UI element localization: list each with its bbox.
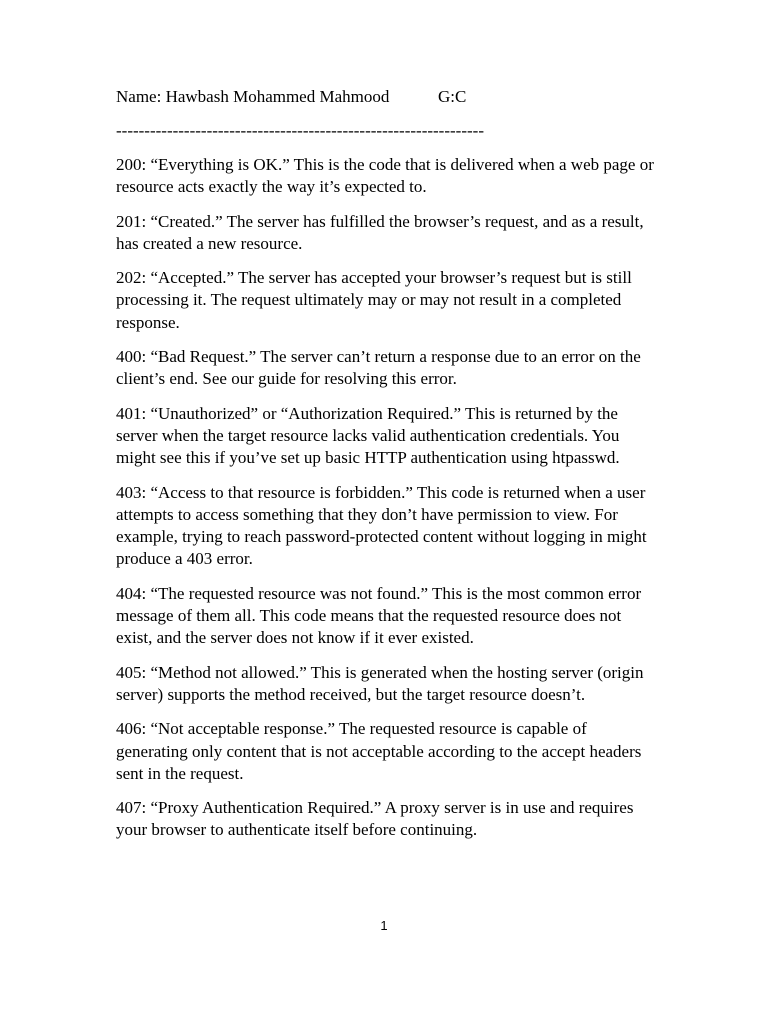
paragraph-400: 400: “Bad Request.” The server can’t return a response due to an error on the client’s end. See our guide for resolving this error. [116,347,641,389]
paragraph-403: 403: “Access to that resource is forbidden.” This code is returned when a user attempts to access something that they don’t have permission to view. For example, trying to reach password-protected content without logging in might produce a 403 error. [116,482,647,569]
paragraph-404: 404: “The requested resource was not found.” This is the most common error message of them all. This code means that the requested resource does not exist, and the server does not know if it ever existed. [116,583,642,648]
student-group: G:C [438,87,467,106]
student-name: Name: Hawbash Mohammed Mahmood [116,87,390,106]
page-number: 1 [380,918,388,933]
paragraph-406: 406: “Not acceptable response.” The requested resource is capable of generating only content that is not acceptable according to the accept headers sent in the request. [116,719,642,783]
paragraph-405: 405: “Method not allowed.” This is generated when the hosting server (origin server) supports the method received, but the target resource doesn’t. [116,662,644,704]
document-body [116,154,656,854]
header-divider: ----------------------------------------------------------------- [116,121,484,140]
paragraph-401: 401: “Unauthorized” or “Authorization Required.” This is returned by the server when the target resource lacks valid authentication credentials. You might see this if you’ve set up basic HTTP authentication using htpasswd. [116,403,620,468]
paragraph-201: 201: “Created.” The server has fulfilled the browser’s request, and as a result, has created a new resource. [116,211,644,253]
document-header [116,86,676,108]
paragraph-202: 202: “Accepted.” The server has accepted your browser’s request but is still processing it. The request ultimately may or may not result in a completed response. [116,268,632,332]
paragraph-200: 200: “Everything is OK.” This is the code that is delivered when a web page or resource acts exactly the way it’s expected to. [116,155,654,197]
paragraph-407: 407: “Proxy Authentication Required.” A proxy server is in use and requires your browser to authenticate itself before continuing. [116,798,634,840]
